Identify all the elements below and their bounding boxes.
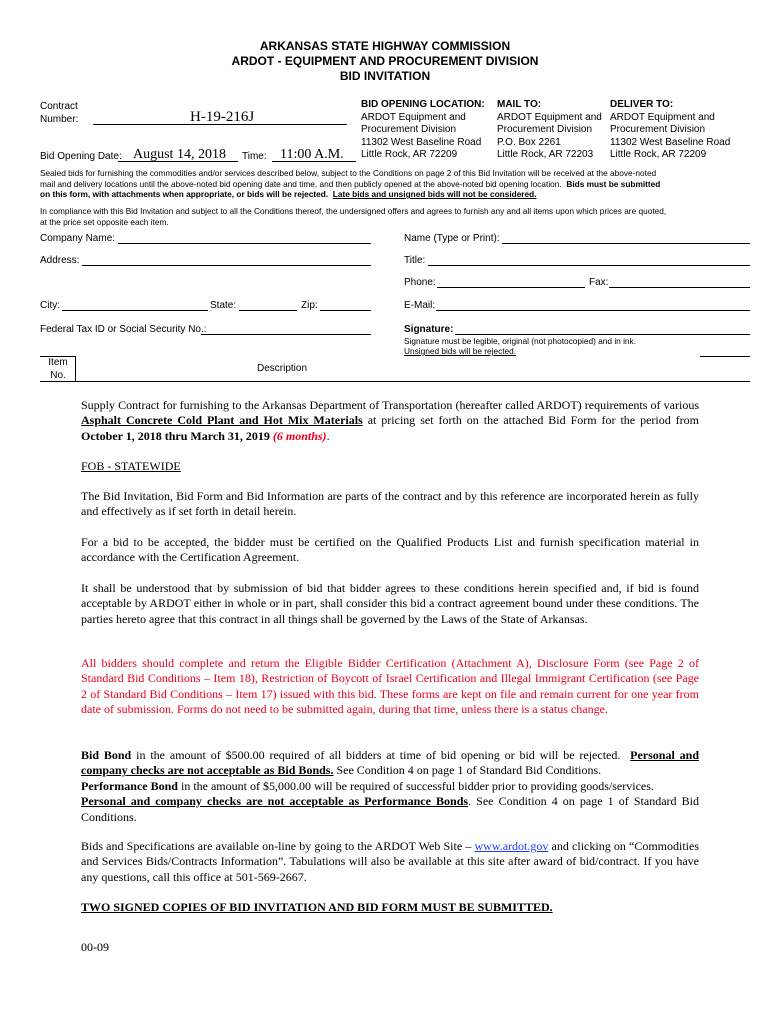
- title-label: Title:: [404, 255, 426, 266]
- item-label: Item: [48, 357, 68, 368]
- compliance-line: In compliance with this Bid Invitation and subject to all the Conditions thereof, the undersigned offers and agrees to furnish any and all items upon which prices are quoted,: [40, 206, 667, 216]
- performance-bond-term: Performance Bond: [81, 778, 178, 793]
- text: in the amount of $500.00 required of all bidders at time of bid opening or bid will be rejected.: [136, 748, 621, 762]
- signature-note: Signature must be legible, original (not photocopied) and in ink.: [404, 336, 636, 346]
- phone-input[interactable]: [437, 287, 585, 288]
- deliver-to-block: [610, 99, 730, 162]
- zip-input[interactable]: [320, 310, 371, 311]
- sealed-line: Sealed bids for furnishing the commodities and/or services described below, subject to the Conditions on page 2 of this Bid Invitation will be received at the above-noted: [40, 168, 657, 178]
- bid-bond-warning: Personal and company checks are not acceptable as Bid Bonds.: [81, 748, 700, 778]
- table-top-rule: [700, 356, 750, 357]
- eligible-bidder-paragraph: All bidders should complete and return the Eligible Bidder Certification (Attachment A), Disclosure Form (see Page 2 of Standard Bid Conditions – Item 18), Restriction of Boycott of Israel Certification and Illegal Immigrant Certification (see Page 2 of Standard Bid Conditions – Item 17) issued with this bid. These forms are kept on file and remain current for one year from date of submission. Forms do not need to be submitted again, during that time, unless there is a status change.: [81, 656, 699, 717]
- conditions-paragraph: It shall be understood that by submission of bid that bidder agrees to these conditions herein specified and, if bid is found acceptable by ARDOT either in whole or in part, shall consider this bid a contract agreement bound under these conditions. The parties hereto agree that this contract in all things shall be governed by the Laws of the State of Arkansas.: [81, 581, 699, 626]
- bid-opening-time-value[interactable]: 11:00 A.M.: [280, 147, 344, 162]
- deliver-to-line: Procurement Division: [610, 124, 706, 135]
- compliance-statement: [40, 206, 740, 227]
- bid-bond-term: Bid Bond: [81, 748, 132, 762]
- tax-id-input[interactable]: [201, 334, 371, 335]
- contract-label-line1: Contract: [40, 101, 78, 112]
- deliver-to-line: Little Rock, AR 72209: [610, 149, 707, 160]
- performance-bond-warning: Personal and company checks are not acceptable as Performance Bonds: [81, 794, 469, 809]
- description-header: Description: [257, 363, 308, 374]
- contract-duration: (6 months): [272, 428, 327, 443]
- fax-label: Fax:: [589, 277, 609, 288]
- signature-label: Signature:: [404, 324, 454, 335]
- state-input[interactable]: [239, 310, 297, 311]
- state-label: State:: [210, 300, 237, 311]
- name-print-label: Name (Type or Print):: [404, 233, 500, 244]
- location-block: [361, 99, 485, 162]
- text: and clicking on “Commodities and Services Bids/Contracts Information”. Tabulations will also be available at this site after award of bid/contract. If you have any questions, call this office at 501-569-2667.: [81, 839, 700, 884]
- no-label: No.: [50, 369, 66, 381]
- heading-commission: ARKANSAS STATE HIGHWAY COMMISSION: [259, 39, 511, 53]
- bid-opening-time-label: Time:: [242, 151, 267, 162]
- contract-number-line: [93, 124, 347, 125]
- item-table-header: [40, 356, 750, 382]
- fob-statewide: FOB - STATEWIDE: [81, 459, 181, 473]
- material-name: Asphalt Concrete Cold Plant and Hot Mix Materials: [81, 413, 363, 428]
- deliver-to-line: 11302 West Baseline Road: [610, 136, 731, 148]
- text: Bids and Specifications are available on-line by going to the ARDOT Web Site –: [81, 839, 472, 853]
- ardot-website-link[interactable]: www.ardot.gov: [474, 839, 549, 853]
- mail-to-block: [497, 99, 602, 162]
- location-line: Little Rock, AR 72209: [361, 149, 458, 160]
- bid-opening-date-value[interactable]: August 14, 2018: [133, 147, 226, 162]
- company-name-label: Company Name:: [40, 233, 116, 244]
- city-label: City:: [40, 300, 60, 311]
- sealed-emphasis: Bids must be submitted: [566, 178, 661, 189]
- company-name-input[interactable]: [118, 243, 371, 244]
- text: Supply Contract for furnishing to the Arkansas Department of Transportation (hereafter called ARDOT) requirements of various: [81, 398, 699, 412]
- mail-to-line: ARDOT Equipment and: [497, 111, 602, 123]
- text: in the amount of $5,000.00 will be required of successful bidder prior to providing goods/services.: [180, 778, 654, 793]
- late-bids-warning: Late bids and unsigned bids will not be considered.: [332, 189, 537, 199]
- location-heading: BID OPENING LOCATION:: [361, 99, 485, 110]
- mail-to-line: Little Rock, AR 72203: [497, 149, 594, 160]
- fax-input[interactable]: [609, 287, 750, 288]
- text: See Condition 4 on page 1 of Standard Bid Conditions.: [336, 763, 602, 778]
- text: . See Condition 4 on page 1 of Standard Bid Conditions.: [81, 794, 699, 824]
- bid-opening-date-label: Bid Opening Date:: [40, 151, 122, 162]
- text: at pricing set forth on the attached Bid Form for the period from: [367, 413, 700, 428]
- sealed-emphasis: on this form, with attachments when appropriate, or bids will be rejected.: [40, 189, 329, 199]
- bid-opening-time-line: [272, 161, 356, 162]
- location-line: Procurement Division: [361, 124, 457, 135]
- address-label: Address:: [40, 255, 80, 266]
- title-input[interactable]: [428, 265, 750, 266]
- tax-id-label: Federal Tax ID or Social Security No.:: [40, 324, 207, 335]
- heading-bid-invitation: BID INVITATION: [339, 69, 431, 83]
- zip-label: Zip:: [301, 300, 318, 311]
- email-label: E-Mail:: [404, 300, 436, 311]
- signature-input[interactable]: [455, 334, 750, 335]
- name-print-input[interactable]: [502, 243, 750, 244]
- compliance-line: at the price set opposite each item.: [40, 216, 169, 227]
- city-input[interactable]: [62, 310, 208, 311]
- unsigned-warning: Unsigned bids will be rejected.: [404, 346, 517, 356]
- contract-number-value[interactable]: H-19-216J: [190, 109, 255, 125]
- form-number: 00-09: [81, 940, 109, 954]
- certification-paragraph: For a bid to be accepted, the bidder must be certified on the Qualified Products List and furnish specification material in accordance with the Certification Agreement.: [81, 535, 699, 565]
- sealed-line: mail and delivery locations until the above-noted bid opening date and time, and then publicly opened at the above-noted bid opening location.: [40, 178, 562, 189]
- item-no-label: [40, 357, 76, 382]
- email-input[interactable]: [436, 310, 750, 311]
- phone-label: Phone:: [404, 277, 436, 288]
- deliver-to-line: ARDOT Equipment and: [610, 111, 715, 123]
- deliver-to-heading: DELIVER TO:: [610, 99, 674, 110]
- text: .: [326, 428, 330, 443]
- website-paragraph: [81, 839, 699, 885]
- heading-division: ARDOT - EQUIPMENT AND PROCUREMENT DIVISION: [231, 54, 539, 68]
- contract-period: October 1, 2018 thru March 31, 2019: [81, 428, 270, 443]
- contract-description: [81, 398, 699, 444]
- location-line: ARDOT Equipment and: [361, 111, 466, 123]
- mail-to-heading: MAIL TO:: [497, 99, 542, 110]
- sealed-bids-notice: [40, 168, 740, 200]
- table-header-rule: [76, 381, 750, 382]
- location-line: 11302 West Baseline Road: [361, 136, 482, 148]
- incorporation-paragraph: The Bid Invitation, Bid Form and Bid Information are parts of the contract and by this reference are incorporated herein as fully and effectively as if set forth in detail herein.: [81, 489, 699, 519]
- signed-copies-notice: TWO SIGNED COPIES OF BID INVITATION AND BID FORM MUST BE SUBMITTED.: [81, 900, 553, 914]
- mail-to-line: Procurement Division: [497, 124, 593, 135]
- address-input[interactable]: [82, 265, 371, 266]
- bond-paragraph: [81, 748, 699, 825]
- contract-label-line2: Number:: [40, 114, 79, 125]
- bid-opening-date-line: [118, 161, 238, 162]
- mail-to-line: P.O. Box 2261: [497, 136, 561, 148]
